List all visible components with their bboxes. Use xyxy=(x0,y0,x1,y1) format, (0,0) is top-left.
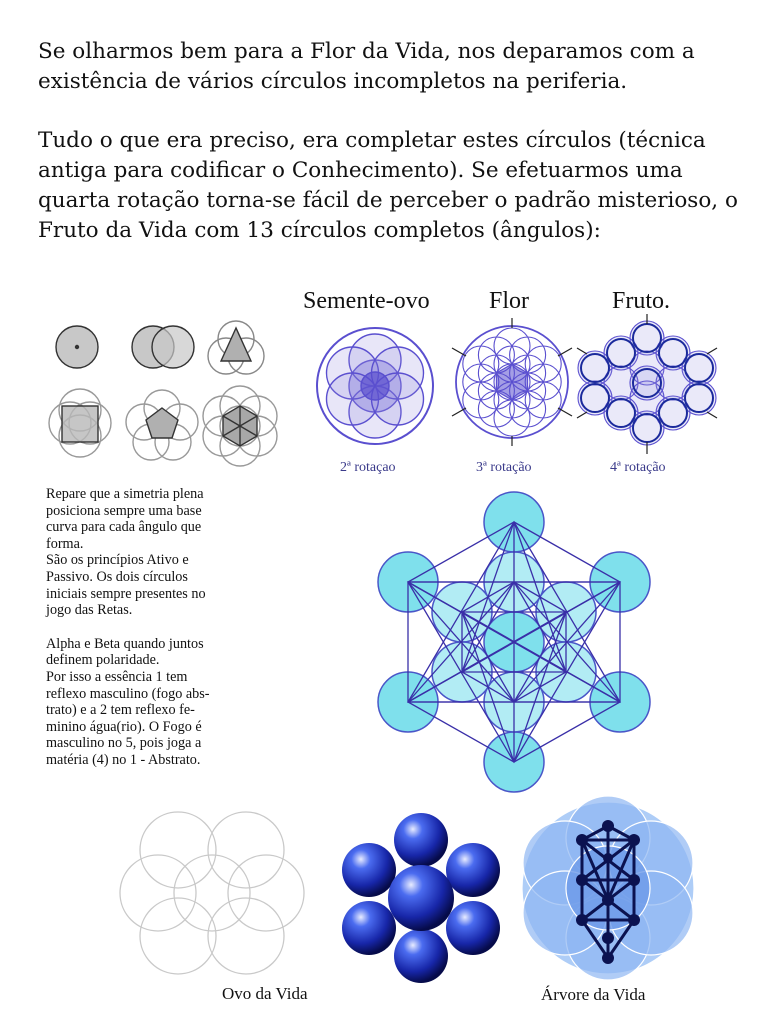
note-line: forma. xyxy=(46,535,84,552)
note-line: reflexo masculino (fogo abs- xyxy=(46,685,210,702)
note-line: trato) e a 2 tem reflexo fe- xyxy=(46,702,195,719)
note-line: definem polaridade. xyxy=(46,652,160,669)
geometry-figures xyxy=(40,318,280,468)
fruit-of-life-figure xyxy=(583,318,711,450)
intro-paragraph-2: Tudo o que era preciso, era completar estes círculos (técnica antiga para codificar o Conhecimento). Se efetuarmos uma quarta rotação torna-se fácil de perceber o padrão misterioso, o Fruto da Vida com 13 círculos completos (ângulos): xyxy=(38,128,738,243)
tree-of-life-figure xyxy=(520,798,696,978)
title-flor: Flor xyxy=(489,288,530,314)
note-line: Por isso a essência 1 tem xyxy=(46,668,188,685)
egg-of-life-figure xyxy=(118,808,306,978)
note-line: iniciais sempre presentes no xyxy=(46,585,206,602)
rotation-label-2: 2ª rotaçao xyxy=(340,460,396,475)
note-line: Alpha e Beta quando juntos xyxy=(46,635,204,652)
rotation-label-4: 4ª rotação xyxy=(610,460,666,475)
note-line: matéria (4) no 1 - Abstrato. xyxy=(46,751,201,768)
symmetry-note xyxy=(46,486,268,769)
title-semente-ovo: Semente-ovo xyxy=(303,288,430,314)
intro-paragraph-1: Se olharmos bem para a Flor da Vida, nos deparamos com a existência de vários círculos incompletos na periferia. xyxy=(38,39,695,94)
seed-of-life-figure xyxy=(310,318,440,458)
note-line: jogo das Retas. xyxy=(46,602,133,619)
note-line: posiciona sempre uma base xyxy=(46,502,202,519)
note-line: curva para cada ângulo que xyxy=(46,519,202,536)
note-line: Passivo. Os dois círculos xyxy=(46,568,188,585)
note-line: minino água(rio). O Fogo é xyxy=(46,718,202,735)
note-line: Repare que a simetria plena xyxy=(46,486,204,502)
rotation-label-3: 3ª rotação xyxy=(476,460,532,475)
metatrons-cube-figure xyxy=(378,490,650,794)
caption-arvore-da-vida: Árvore da Vida xyxy=(541,985,646,1004)
note-line: São os princípios Ativo e xyxy=(46,552,189,569)
flower-of-life-figure xyxy=(452,322,572,442)
blue-spheres-figure xyxy=(336,812,506,984)
caption-ovo-da-vida: Ovo da Vida xyxy=(222,984,308,1003)
title-fruto: Fruto. xyxy=(612,288,671,314)
note-line: masculino no 5, pois joga a xyxy=(46,735,202,752)
